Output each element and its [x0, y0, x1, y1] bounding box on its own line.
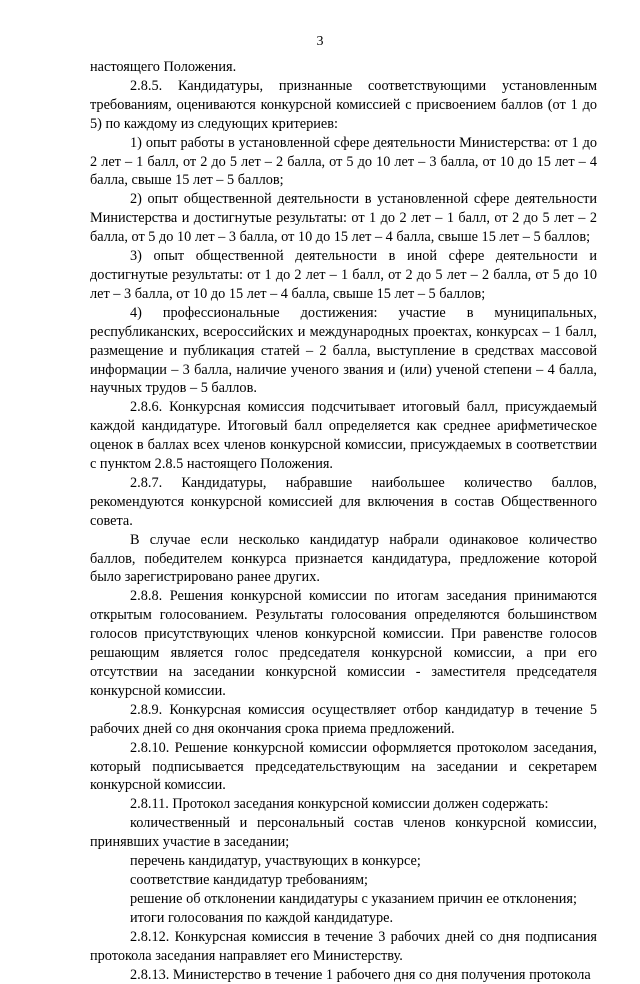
paragraph-2-8-12: 2.8.12. Конкурсная комиссия в течение 3 рабочих дней со дня подписания протокола заседания направляет его Министерству.: [90, 928, 597, 966]
paragraph-2-8-11: 2.8.11. Протокол заседания конкурсной комиссии должен содержать:: [90, 795, 597, 814]
protocol-item-rejection: решение об отклонении кандидатуры с указанием причин ее отклонения;: [90, 890, 597, 909]
page-number: 3: [0, 34, 640, 50]
paragraph-2-8-9: 2.8.9. Конкурсная комиссия осуществляет отбор кандидатур в течение 5 рабочих дней со дня окончания срока приема предложений.: [90, 701, 597, 739]
paragraph-2-8-7: 2.8.7. Кандидатуры, набравшие наибольшее количество баллов, рекомендуются конкурсной комиссией для включения в состав Общественного совета.: [90, 474, 597, 531]
criterion-4: 4) профессиональные достижения: участие в муниципальных, республиканских, всероссийских и международных проектах, конкурсах – 1 балл, размещение и публикация статей – 2 балла, выступление в средствах массовой информации – 3 балла, наличие ученого звания и (или) ученой степени – 4 балла, научных трудов – 5 баллов.: [90, 304, 597, 399]
paragraph-2-8-10: 2.8.10. Решение конкурсной комиссии оформляется протоколом заседания, который подписывается председательствующим на заседании и секретарем конкурсной комиссии.: [90, 739, 597, 796]
criterion-3: 3) опыт общественной деятельности в иной сфере деятельности и достигнутые результаты: от 1 до 2 лет – 1 балл, от 2 до 5 лет – 2 балла, от 5 до 10 лет – 3 балла, от 10 до 15 лет – 4 балла, свыше 15 лет – 5 баллов;: [90, 247, 597, 304]
criterion-2: 2) опыт общественной деятельности в установленной сфере деятельности Министерства и достигнутые результаты: от 1 до 2 лет – 1 балл, от 2 до 5 лет – 2 балла, от 5 до 10 лет – 3 балла, от 10 до 15 лет – 4 балла, свыше 15 лет – 5 баллов;: [90, 190, 597, 247]
criterion-1: 1) опыт работы в установленной сфере деятельности Министерства: от 1 до 2 лет – 1 балл, от 2 до 5 лет – 2 балла, от 5 до 10 лет – 3 балла, от 10 до 15 лет – 4 балла, свыше 15 лет – 5 баллов;: [90, 134, 597, 191]
paragraph-2-8-13: 2.8.13. Министерство в течение 1 рабочего дня со дня получения протокола: [90, 966, 597, 984]
paragraph-2-8-5: 2.8.5. Кандидатуры, признанные соответствующими установленным требованиям, оцениваются конкурсной комиссией с присвоением баллов (от 1 до 5) по каждому из следующих критериев:: [90, 77, 597, 134]
paragraph-2-8-8: 2.8.8. Решения конкурсной комиссии по итогам заседания принимаются открытым голосованием. Результаты голосования определяются большинством голосов присутствующих членов конкурсной комиссии. При равенстве голосов решающим является голос председателя конкурсной комиссии, а при его отсутствии на заседании конкурсной комиссии - заместителя председателя конкурсной комиссии.: [90, 587, 597, 700]
protocol-item-voting: итоги голосования по каждой кандидатуре.: [90, 909, 597, 928]
paragraph-continuation: настоящего Положения.: [90, 58, 597, 77]
paragraph-tie-rule: В случае если несколько кандидатур набрали одинаковое количество баллов, победителем конкурса признается кандидатура, предложение которой было зарегистрировано ранее других.: [90, 531, 597, 588]
document-body: [90, 58, 597, 984]
paragraph-2-8-6: 2.8.6. Конкурсная комиссия подсчитывает итоговый балл, присуждаемый каждой кандидатуре. Итоговый балл определяется как среднее арифметическое оценок в баллах всех членов конкурсной комиссии, присуждаемых в соответствии с пунктом 2.8.5 настоящего Положения.: [90, 398, 597, 474]
protocol-item-composition: количественный и персональный состав членов конкурсной комиссии, принявших участие в заседании;: [90, 814, 597, 852]
protocol-item-compliance: соответствие кандидатур требованиям;: [90, 871, 597, 890]
protocol-item-candidates: перечень кандидатур, участвующих в конкурсе;: [90, 852, 597, 871]
